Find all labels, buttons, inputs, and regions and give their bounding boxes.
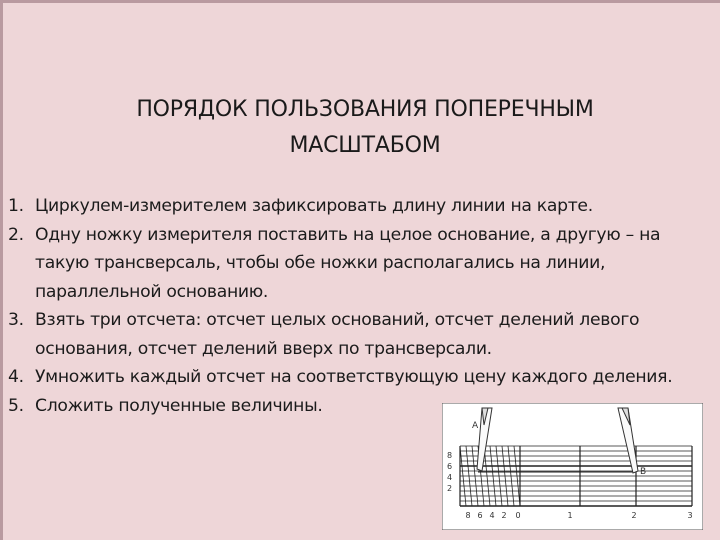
scale-label: 2: [631, 511, 637, 520]
scale-label: 0: [515, 511, 521, 520]
scale-label: 6: [477, 511, 483, 520]
step-text: Циркулем-измерителем зафиксировать длину линии на карте.: [35, 196, 593, 216]
step-text: Взять три отсчета: отсчет целых оснований, отсчет делений левого основания, отсчет делений вверх по трансверсали.: [35, 310, 640, 359]
row-label: 8: [447, 451, 453, 460]
step-item: [8, 306, 714, 363]
step-text: Сложить полученные величины.: [35, 395, 323, 416]
steps-list: [8, 192, 714, 420]
figure-point-b: B: [640, 467, 647, 477]
scale-label: 1: [567, 511, 573, 520]
step-number: 4.: [8, 367, 24, 387]
scale-label: 8: [465, 511, 471, 520]
step-number: 2.: [8, 224, 24, 245]
step-number: 1.: [8, 196, 24, 216]
step-item: [8, 221, 714, 307]
scale-label: 2: [501, 511, 507, 520]
scale-label: 4: [489, 511, 495, 520]
title-line-2: МАСШТАБОМ: [289, 133, 441, 158]
step-item: [8, 192, 714, 221]
title-line-1: ПОРЯДОК ПОЛЬЗОВАНИЯ ПОПЕРЕЧНЫМ: [136, 97, 594, 122]
step-item: [8, 363, 714, 392]
transverse-scale-figure: [442, 403, 703, 530]
step-text: Умножить каждый отсчет на соответствующую цену каждого деления.: [35, 367, 673, 387]
slide-border-top: [0, 0, 720, 3]
step-number: 5.: [8, 395, 24, 416]
scale-label: 3: [687, 511, 693, 520]
row-label: 6: [447, 462, 453, 471]
step-number: 3.: [8, 310, 24, 330]
figure-point-a: A: [472, 421, 479, 431]
row-label: 2: [447, 484, 453, 493]
slide-border-left: [0, 0, 3, 540]
row-label: 4: [447, 473, 453, 482]
step-text: Одну ножку измерителя поставить на целое основание, а другую – на такую трансверсаль, чтобы обе ножки располагались на линии, параллельной основанию.: [35, 224, 661, 302]
slide-title: [40, 92, 690, 164]
